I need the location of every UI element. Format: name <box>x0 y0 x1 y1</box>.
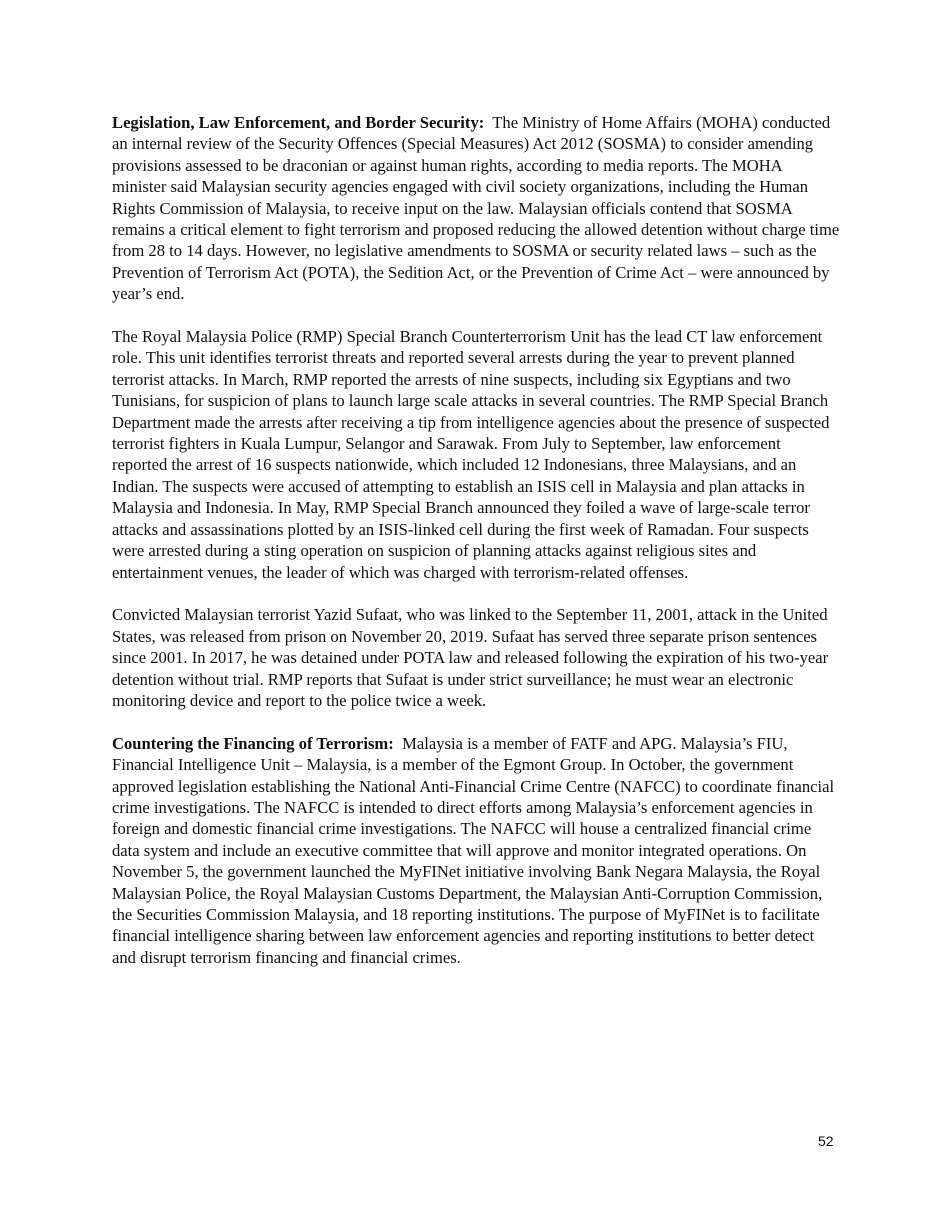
paragraph-legislation <box>112 112 840 305</box>
paragraph-text: The Royal Malaysia Police (RMP) Special Branch Counterterrorism Unit has the lead CT law enforcement role. This unit identifies terrorist threats and reported several arrests during the year to prevent planned terrorist attacks. In March, RMP reported the arrests of nine suspects, including six Egyptians and two Tunisians, for suspicion of plans to launch large scale attacks in several countries. The RMP Special Branch Department made the arrests after receiving a tip from intelligence agencies about the presence of suspected terrorist fighters in Kuala Lumpur, Selangor and Sarawak. From July to September, law enforcement reported the arrest of 16 suspects nationwide, which included 12 Indonesians, three Malaysians, and an Indian. The suspects were accused of attempting to establish an ISIS cell in Malaysia and plan attacks in Malaysia and Indonesia. In May, RMP Special Branch announced they foiled a wave of large-scale terror attacks and assassinations plotted by an ISIS-linked cell during the first week of Ramadan. Four suspects were arrested during a sting operation on suspicion of planning attacks against religious sites and entertainment venues, the leader of which was charged with terrorism-related offenses. <box>112 327 830 582</box>
section-heading-financing: Countering the Financing of Terrorism: <box>112 733 394 753</box>
section-heading-legislation: Legislation, Law Enforcement, and Border Security: <box>112 113 485 132</box>
document-body <box>112 112 840 990</box>
paragraph-financing <box>112 733 840 968</box>
paragraph-text: Convicted Malaysian terrorist Yazid Sufaat, who was linked to the September 11, 2001, attack in the United States, was released from prison on November 20, 2019. Sufaat has served three separate prison sentences since 2001. In 2017, he was detained under POTA law and released following the expiration of his two-year detention without trial. RMP reports that Sufaat is under strict surveillance; he must wear an electronic monitoring device and report to the police twice a week. <box>112 605 829 710</box>
paragraph-text: The Ministry of Home Affairs (MOHA) conducted an internal review of the Security Offences (Special Measures) Act 2012 (SOSMA) to consider amending provisions assessed to be draconian or against human rights, according to media reports. The MOHA minister said Malaysian security agencies engaged with civil society organizations, including the Human Rights Commission of Malaysia, to receive input on the law. Malaysian officials contend that SOSMA remains a critical element to fight terrorism and proposed reducing the allowed detention without charge time from 28 to 14 days. However, no legislative amendments to SOSMA or security related laws – such as the Prevention of Terrorism Act (POTA), the Sedition Act, or the Prevention of Crime Act – were announced by year’s end. <box>112 113 840 304</box>
page-number: 52 <box>818 1133 834 1149</box>
paragraph-yazid-sufaat <box>112 604 840 711</box>
paragraph-text: Malaysia is a member of FATF and APG. Malaysia’s FIU, Financial Intelligence Unit – Malaysia, is a member of the Egmont Group. In October, the government approved legislation establishing the National Anti-Financial Crime Centre (NAFCC) to coordinate financial crime investigations. The NAFCC is intended to direct efforts among Malaysia’s enforcement agencies in foreign and domestic financial crime investigations. The NAFCC will house a centralized financial crime data system and include an executive committee that will approve and monitor integrated operations. On November 5, the government launched the MyFINet initiative involving Bank Negara Malaysia, the Royal Malaysian Police, the Royal Malaysian Customs Department, the Malaysian Anti-Corruption Commission, the Securities Commission Malaysia, and 18 reporting institutions. The purpose of MyFINet is to facilitate financial intelligence sharing between law enforcement agencies and reporting institutions to better detect and disrupt terrorism financing and financial crimes. <box>112 733 835 967</box>
paragraph-rmp-counterterrorism <box>112 326 840 583</box>
